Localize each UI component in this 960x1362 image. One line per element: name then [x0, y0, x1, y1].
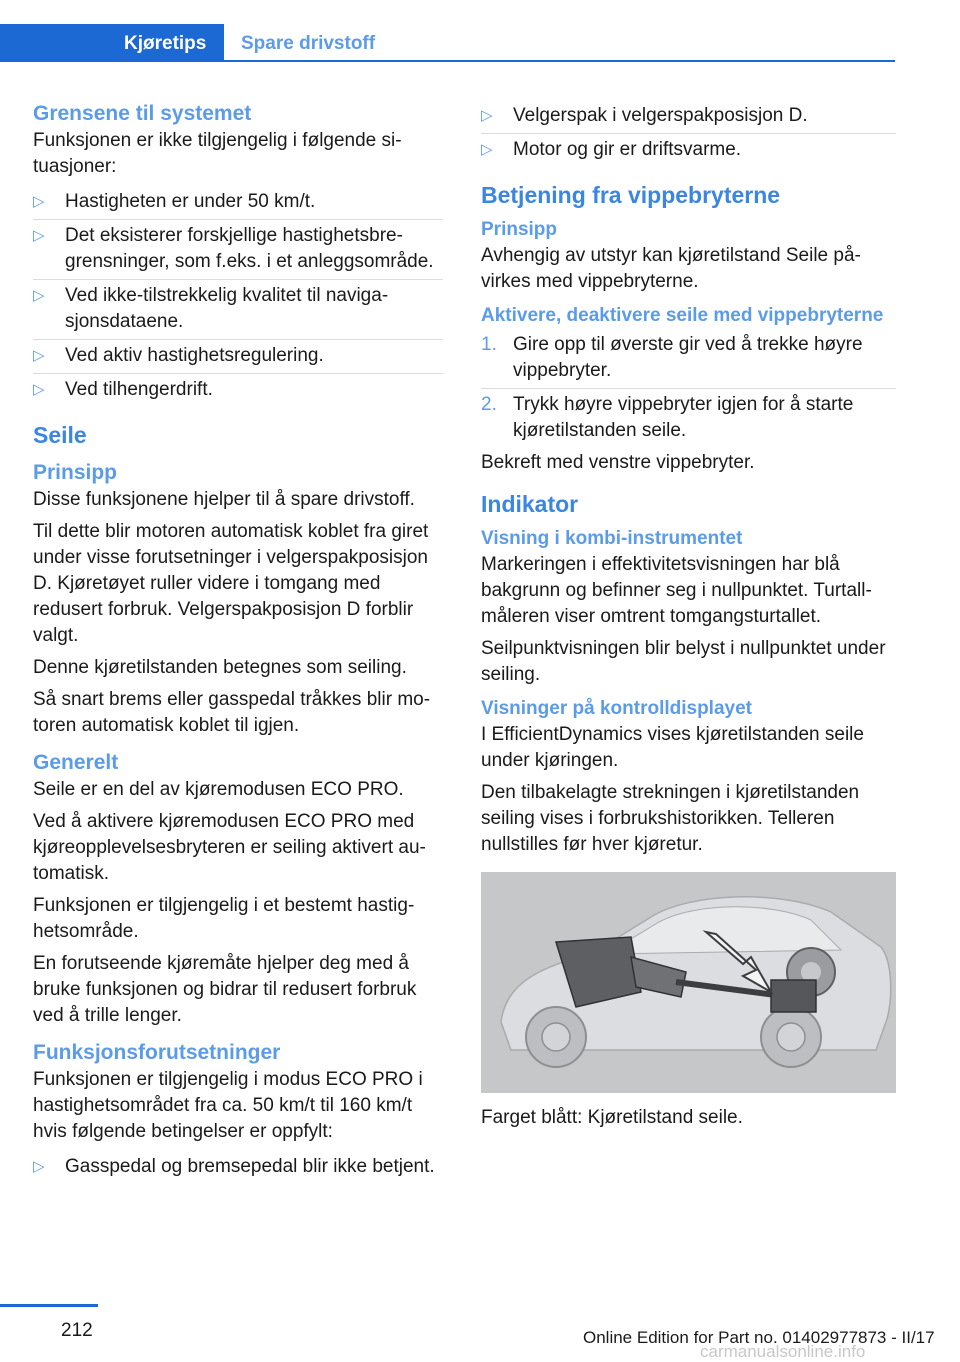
list-item: 2. Trykk høyre vippebryter igjen for å starte kjøretilstanden seile.	[481, 394, 854, 441]
paragraph-generelt-1: Seile er en del av kjøremodusen ECO PRO.	[33, 779, 404, 800]
paragraph-prinsipp-2: Til dette blir motoren automatisk koblet fra giret under visse forutsetninger i velgerspakposisjon D. Kjøretøyet ruller videre i tomgang med redusert forbruk. Velgerspakposisjon D forblir valgt.	[33, 521, 429, 646]
list-item: ▷ Ved ikke-tilstrekkelig kvalitet til navigasjonsdataene.	[33, 280, 443, 340]
forutsetninger-list	[33, 1151, 443, 1184]
car-drivetrain-illustration	[481, 872, 896, 1093]
triangle-bullet-icon: ▷	[33, 1158, 45, 1175]
heading-grensene: Grensene til systemet	[33, 102, 252, 125]
heading-prinsipp: Prinsipp	[33, 461, 118, 484]
triangle-bullet-icon: ▷	[33, 227, 45, 244]
heading-betjening: Betjening fra vippebryterne	[481, 182, 781, 208]
list-item: ▷ Det eksisterer forskjellige hastighetsbregrensninger, som f.eks. i et anleggsområde.	[33, 220, 443, 280]
footer-rule	[0, 1304, 98, 1307]
tab-spare-drivstoff-label: Spare drivstoff	[241, 33, 376, 54]
figure-caption: Farget blått: Kjøretilstand seile.	[481, 1107, 743, 1128]
heading-generelt: Generelt	[33, 751, 119, 774]
edition-note: Online Edition for Part no. 01402977873 - II/17	[583, 1328, 935, 1347]
step-number: 2.	[481, 394, 497, 415]
paragraph-grensene: Funksjonen er ikke tilgjengelig i følgende situasjoner:	[33, 130, 402, 177]
paragraph-prinsipp-3: Denne kjøretilstanden betegnes som seiling.	[33, 657, 407, 678]
paragraph-generelt-3: Funksjonen er tilgjengelig i et bestemt hastighetsområde.	[33, 895, 415, 942]
paragraph-generelt-2: Ved å aktivere kjøremodusen ECO PRO med kjøreopplevelsesbryteren er seiling aktivert automatisk.	[33, 811, 426, 884]
watermark: carmanualsonline.info	[700, 1342, 866, 1361]
step-number: 1.	[481, 334, 497, 355]
page-number: 212	[61, 1320, 93, 1341]
heading-funksjonsforutsetninger: Funksjonsforutsetninger	[33, 1041, 281, 1064]
aktivere-steps	[481, 329, 896, 448]
heading-prinsipp-vippe: Prinsipp	[481, 219, 558, 240]
car-illustration-svg	[481, 872, 896, 1093]
header-tabbar	[0, 24, 895, 62]
triangle-bullet-icon: ▷	[33, 193, 45, 210]
triangle-bullet-icon: ▷	[481, 107, 493, 124]
heading-visning-kombi: Visning i kombi-instrumentet	[481, 528, 743, 549]
list-item: ▷ Ved aktiv hastighetsregulering.	[33, 340, 443, 374]
triangle-bullet-icon: ▷	[33, 287, 45, 304]
paragraph-prinsipp-1: Disse funksjonene hjelper til å spare drivstoff.	[33, 489, 415, 510]
grensene-list	[33, 186, 443, 407]
heading-indikator: Indikator	[481, 491, 579, 517]
triangle-bullet-icon: ▷	[481, 141, 493, 158]
triangle-bullet-icon: ▷	[33, 347, 45, 364]
paragraph-generelt-4: En forutseende kjøremåte hjelper deg med å bruke funksjonen og bidrar til redusert forbruk ved å trille lenger.	[33, 953, 417, 1026]
paragraph-kontroll-1: I EfficientDynamics vises kjøretilstanden seile under kjøringen.	[481, 724, 864, 771]
heading-aktivere: Aktivere, deaktivere seile med vippebryterne	[481, 305, 884, 326]
tab-kjoretips-label: Kjøretips	[124, 33, 207, 54]
paragraph-kombi-1: Markeringen i effektivitetsvisningen har blå bakgrunn og befinner seg i nullpunktet. Turtallmåleren viser omtrent tomgangsturtallet.	[481, 554, 872, 627]
list-item: ▷ Gasspedal og bremsepedal blir ikke betjent.	[33, 1151, 443, 1184]
list-item: 1. Gire opp til øverste gir ved å trekke høyre vippebryter.	[481, 329, 896, 389]
paragraph-prinsipp-4: Så snart brems eller gasspedal tråkkes blir motoren automatisk koblet til igjen.	[33, 689, 431, 736]
paragraph-kombi-2: Seilpunktvisningen blir belyst i nullpunktet under seiling.	[481, 638, 886, 685]
paragraph-kontroll-2: Den tilbakelagte strekningen i kjøretilstanden seiling vises i forbrukshistorikken. Telleren nullstilles før hver kjøretur.	[481, 782, 860, 855]
triangle-bullet-icon: ▷	[33, 381, 45, 398]
right-column	[481, 100, 896, 1137]
list-item: ▷ Velgerspak i velgerspakposisjon D.	[481, 100, 896, 134]
list-item: ▷ Motor og gir er driftsvarme.	[481, 134, 896, 167]
heading-visninger-kontroll: Visninger på kontrolldisplayet	[481, 698, 752, 719]
paragraph-forutsetninger: Funksjonen er tilgjengelig i modus ECO PRO i hastighetsområdet fra ca. 50 km/t til 160 km/t hvis følgende betingelser er oppfylt:	[33, 1069, 423, 1142]
list-item: ▷ Hastigheten er under 50 km/t.	[33, 186, 443, 220]
forutsetninger-list-continued	[481, 100, 896, 167]
paragraph-prinsipp-vippe: Avhengig av utstyr kan kjøretilstand Seile påvirkes med vippebryterne.	[481, 245, 861, 292]
tab-spare-drivstoff[interactable]	[241, 33, 375, 55]
list-item: ▷ Ved tilhengerdrift.	[33, 374, 443, 407]
paragraph-bekreft: Bekreft med venstre vippebryter.	[481, 452, 755, 473]
heading-seile: Seile	[33, 422, 87, 448]
left-column	[33, 100, 443, 1184]
tab-kjoretips[interactable]	[0, 24, 224, 62]
